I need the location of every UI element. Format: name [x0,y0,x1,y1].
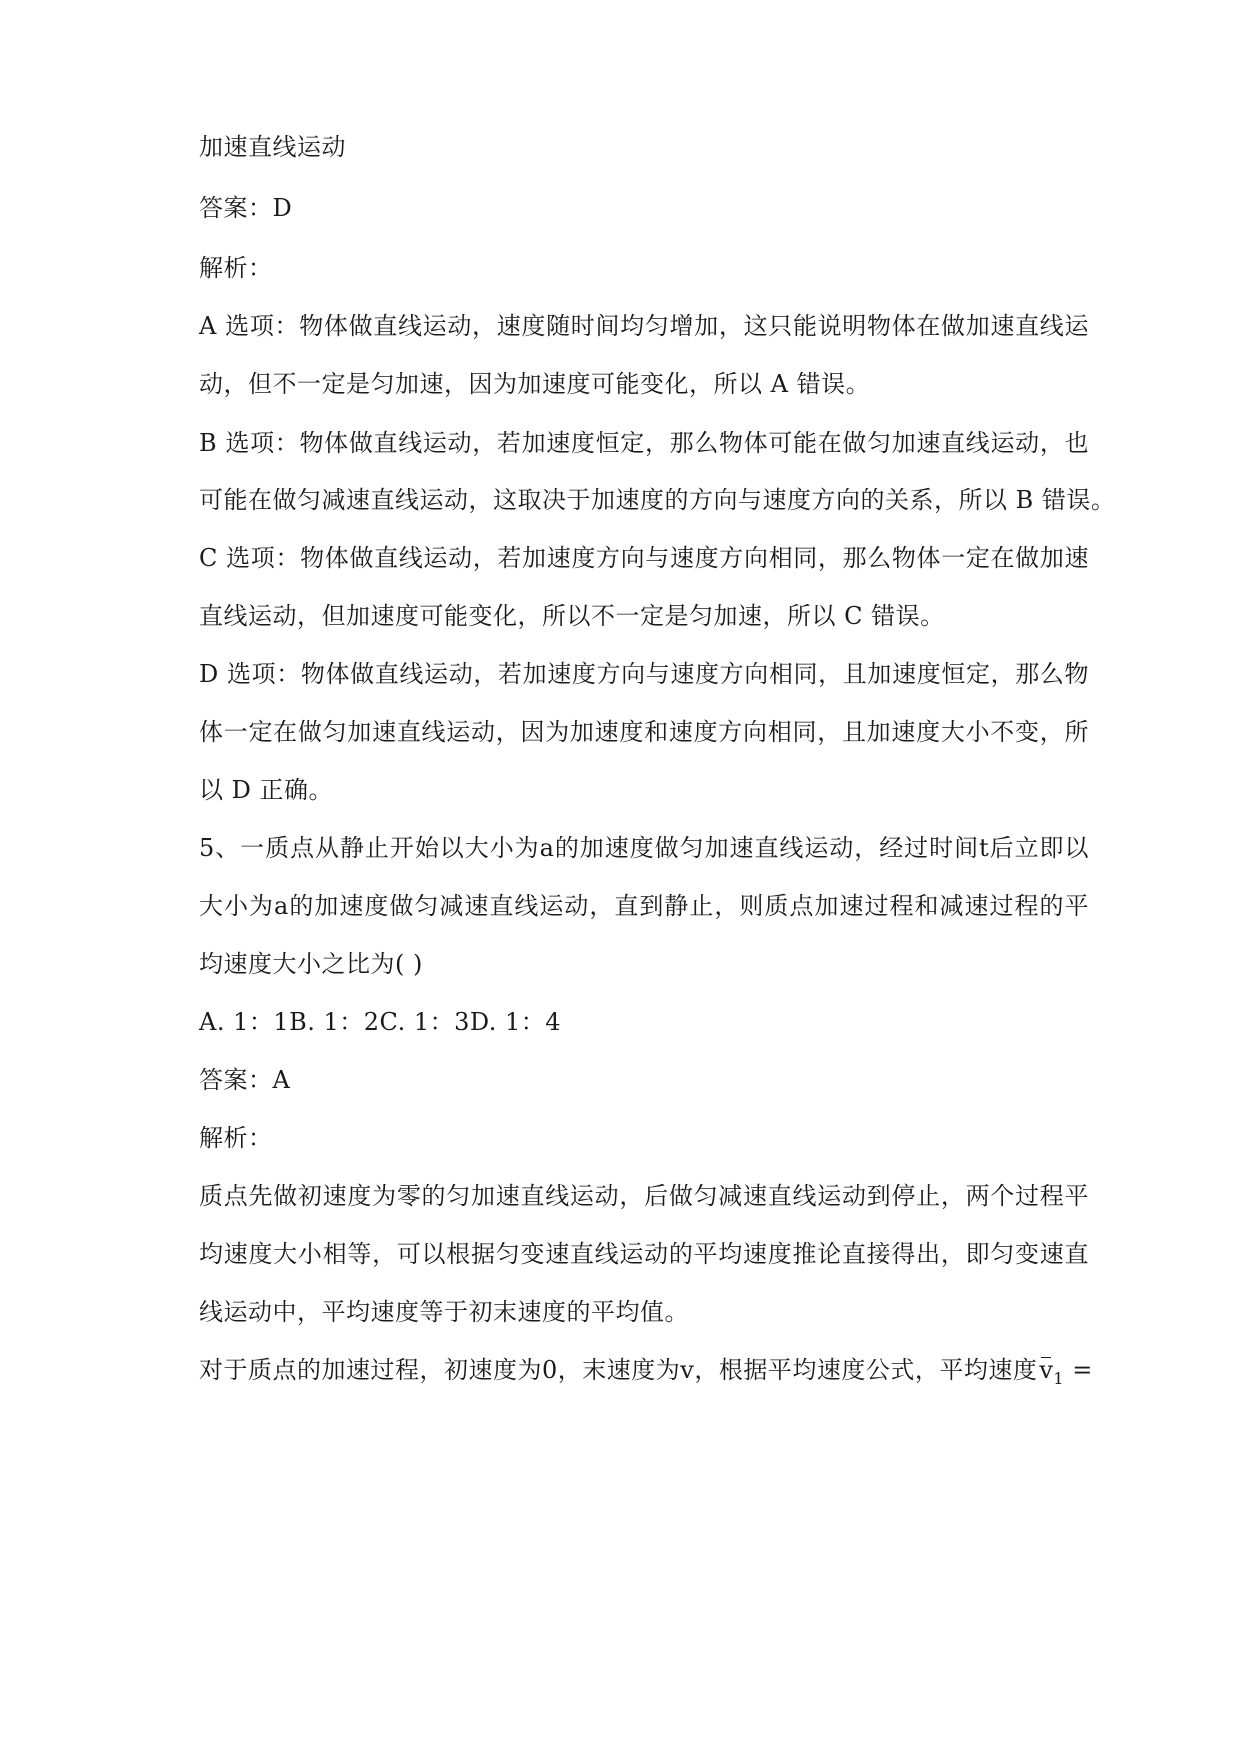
velocity-subscript: 1 [1053,1369,1065,1388]
text-line-8: C 选项：物体做直线运动，若加速度方向与速度方向相同，那么物体一定在做加速 [199,544,1089,572]
text-line-19: 质点先做初速度为零的匀加速直线运动，后做匀减速直线运动到停止，两个过程平 [199,1182,1089,1210]
text-line-11: 体一定在做匀加速直线运动，因为加速度和速度方向相同，且加速度大小不变，所 [199,718,1089,746]
equals-sign: = [1072,1356,1093,1384]
text-line-22 [199,1354,1093,1389]
text-line-20: 均速度大小相等，可以根据匀变速直线运动的平均速度推论直接得出，即匀变速直 [199,1240,1089,1268]
text-line-6: B 选项：物体做直线运动，若加速度恒定，那么物体可能在做匀加速直线运动，也 [199,429,1089,457]
average-velocity-formula [1039,1354,1093,1389]
analysis-heading-1: 解析： [199,254,273,282]
analysis-heading-2: 解析： [199,1124,273,1152]
text-line-9: 直线运动，但加速度可能变化，所以不一定是匀加速，所以 C 错误。 [199,602,945,630]
text-line-7: 可能在做匀减速直线运动，这取决于加速度的方向与速度方向的关系，所以 B 错误。 [199,486,1116,514]
text-line-10: D 选项：物体做直线运动，若加速度方向与速度方向相同，且加速度恒定，那么物 [199,660,1089,688]
text-line-1: 加速直线运动 [199,133,346,161]
velocity-symbol: v [1039,1356,1054,1384]
answer-line-1: 答案：D [199,194,293,222]
question-options: A. 1：1B. 1：2C. 1：3D. 1：4 [199,1008,562,1036]
question-line-3: 均速度大小之比为( ) [199,950,423,978]
text-line-12: 以 D 正确。 [199,776,333,804]
text-line-4: A 选项：物体做直线运动，速度随时间均匀增加，这只能说明物体在做加速直线运 [199,312,1089,340]
text-line-22-body: 对于质点的加速过程，初速度为0，末速度为v，根据平均速度公式，平均速度 [199,1356,1038,1384]
question-line-2: 大小为a的加速度做匀减速直线运动，直到静止，则质点加速过程和减速过程的平 [199,892,1089,920]
question-line-1: 5、一质点从静止开始以大小为a的加速度做匀加速直线运动，经过时间t后立即以 [199,834,1089,862]
text-line-21: 线运动中，平均速度等于初末速度的平均值。 [199,1298,689,1326]
answer-line-2: 答案：A [199,1066,291,1094]
text-line-5: 动，但不一定是匀加速，因为加速度可能变化，所以 A 错误。 [199,370,871,398]
